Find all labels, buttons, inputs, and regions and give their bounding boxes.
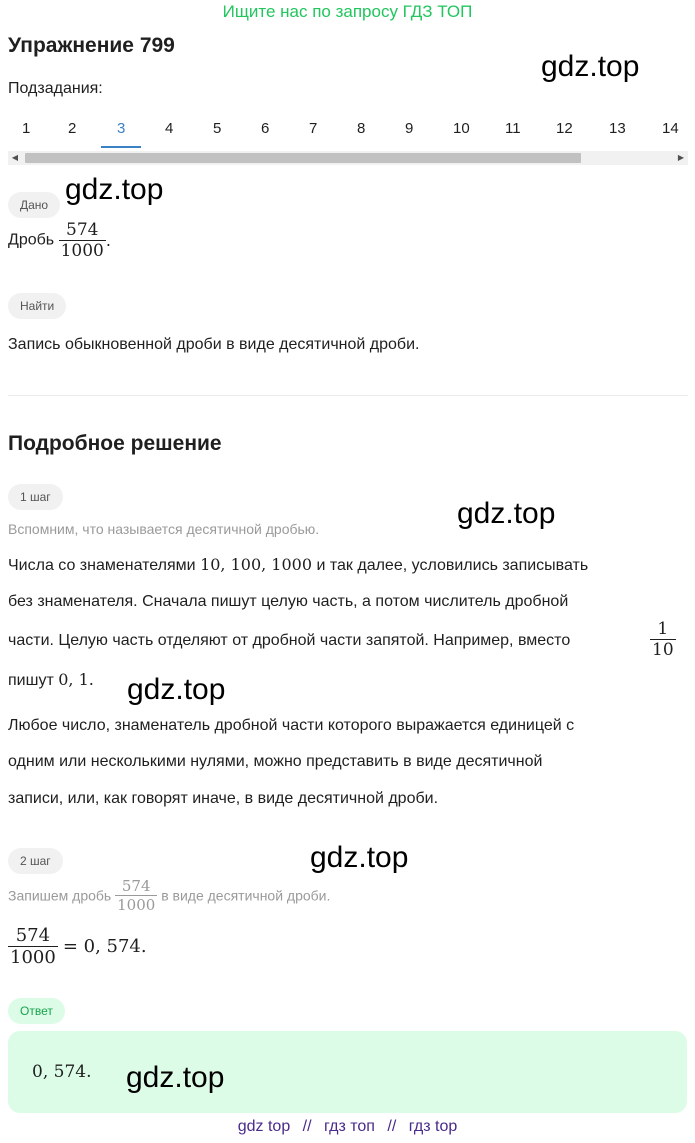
fraction-numerator: 1 bbox=[657, 619, 669, 639]
tab-11[interactable]: 11 bbox=[505, 120, 521, 137]
active-tab-indicator bbox=[101, 146, 141, 148]
step1-line5: Любое число, знаменатель дробной части которого выражается единицей с bbox=[8, 717, 575, 734]
answer-value: 0, 574. bbox=[32, 1062, 92, 1082]
tab-7[interactable]: 7 bbox=[309, 120, 318, 137]
step1-hint: Вспомним, что называется десятичной дробью. bbox=[8, 521, 320, 537]
given-text bbox=[8, 220, 111, 261]
step1-frac bbox=[650, 619, 676, 660]
step1-line4-math: 0, 1. bbox=[58, 670, 94, 689]
step1-line4-a: пишут bbox=[8, 672, 54, 689]
answer-badge: Ответ bbox=[8, 998, 65, 1024]
fraction-denominator: 1000 bbox=[10, 947, 56, 968]
step1-line3: части. Целую часть отделяют от дробной части запятой. Например, вместо bbox=[8, 632, 571, 649]
top-banner: Ищите нас по запросу ГДЗ ТОП bbox=[222, 2, 473, 21]
step1-line2: без знаменателя. Сначала пишут целую часть, а потом числитель дробной bbox=[8, 593, 569, 610]
watermark: gdz.top bbox=[127, 673, 226, 706]
tab-5[interactable]: 5 bbox=[213, 120, 222, 137]
fraction-numerator: 574 bbox=[66, 220, 99, 240]
step1-badge: 1 шаг bbox=[8, 484, 63, 510]
step2-equation bbox=[8, 925, 147, 968]
scroll-left-icon[interactable]: ◀ bbox=[11, 153, 19, 162]
given-prefix: Дробь bbox=[8, 231, 55, 249]
scroll-thumb[interactable] bbox=[25, 153, 581, 163]
step2-hint-b: в виде десятичной дроби. bbox=[161, 887, 331, 904]
given-fraction bbox=[59, 220, 106, 261]
step2-hint bbox=[8, 877, 330, 914]
footer-link-3[interactable]: гдз top bbox=[408, 1118, 458, 1135]
step1-line1-math: 10, 100, 1000 bbox=[200, 555, 313, 574]
tab-3[interactable]: 3 bbox=[117, 120, 126, 137]
tab-6[interactable]: 6 bbox=[261, 120, 270, 137]
footer-links bbox=[0, 1118, 695, 1136]
step2-hint-a: Запишем дробь bbox=[8, 887, 112, 904]
tab-10[interactable]: 10 bbox=[453, 120, 470, 137]
watermark: gdz.top bbox=[126, 1061, 225, 1094]
fraction-denominator: 1000 bbox=[60, 241, 104, 261]
fraction-numerator: 574 bbox=[121, 877, 151, 895]
answer-box bbox=[8, 1031, 687, 1113]
step1-line6: одним или несколькими нулями, можно представить в виде десятичной bbox=[8, 753, 543, 770]
tab-9[interactable]: 9 bbox=[405, 120, 414, 137]
footer-link-2[interactable]: гдз топ bbox=[324, 1118, 375, 1135]
tab-12[interactable]: 12 bbox=[556, 120, 573, 137]
step1-line7: записи, или, как говорят иначе, в виде десятичной дроби. bbox=[8, 790, 439, 807]
given-badge: Дано bbox=[8, 192, 60, 218]
step2-eq-rhs: = 0, 574. bbox=[62, 936, 147, 957]
footer-sep-2: // bbox=[387, 1118, 397, 1135]
given-suffix: . bbox=[105, 231, 111, 250]
step1-line4 bbox=[8, 662, 94, 699]
step1-line1-a: Числа со знаменателями bbox=[8, 557, 196, 574]
page-title: Упражнение 799 bbox=[8, 34, 175, 57]
step2-eq-fraction bbox=[8, 925, 58, 968]
fraction-denominator: 1000 bbox=[117, 896, 156, 914]
step1-line1-b: и так далее, условились записывать bbox=[316, 557, 589, 574]
solution-title: Подробное решение bbox=[8, 432, 222, 455]
tab-4[interactable]: 4 bbox=[165, 120, 174, 137]
find-badge: Найти bbox=[8, 293, 66, 319]
watermark: gdz.top bbox=[457, 497, 556, 530]
tab-1[interactable]: 1 bbox=[22, 120, 31, 137]
step2-badge: 2 шаг bbox=[8, 848, 63, 874]
watermark: gdz.top bbox=[65, 173, 164, 206]
footer-sep-1: // bbox=[302, 1118, 312, 1135]
tab-13[interactable]: 13 bbox=[609, 120, 626, 137]
tabs-scrollbar[interactable] bbox=[8, 151, 688, 165]
fraction-denominator: 10 bbox=[652, 640, 674, 660]
watermark: gdz.top bbox=[541, 50, 640, 83]
scroll-right-icon[interactable]: ▶ bbox=[677, 153, 685, 162]
step2-hint-fraction bbox=[115, 877, 157, 914]
tab-2[interactable]: 2 bbox=[68, 120, 77, 137]
step1-line1 bbox=[8, 547, 588, 584]
watermark: gdz.top bbox=[310, 841, 409, 874]
find-text: Запись обыкновенной дроби в виде десятичной дроби. bbox=[8, 336, 420, 353]
step1-fraction bbox=[650, 619, 676, 660]
tab-8[interactable]: 8 bbox=[357, 120, 366, 137]
subtasks-label: Подзадания: bbox=[8, 80, 103, 97]
section-divider bbox=[8, 395, 688, 396]
tab-14[interactable]: 14 bbox=[662, 120, 679, 137]
footer-link-1[interactable]: gdz top bbox=[237, 1118, 291, 1135]
fraction-numerator: 574 bbox=[15, 925, 51, 946]
